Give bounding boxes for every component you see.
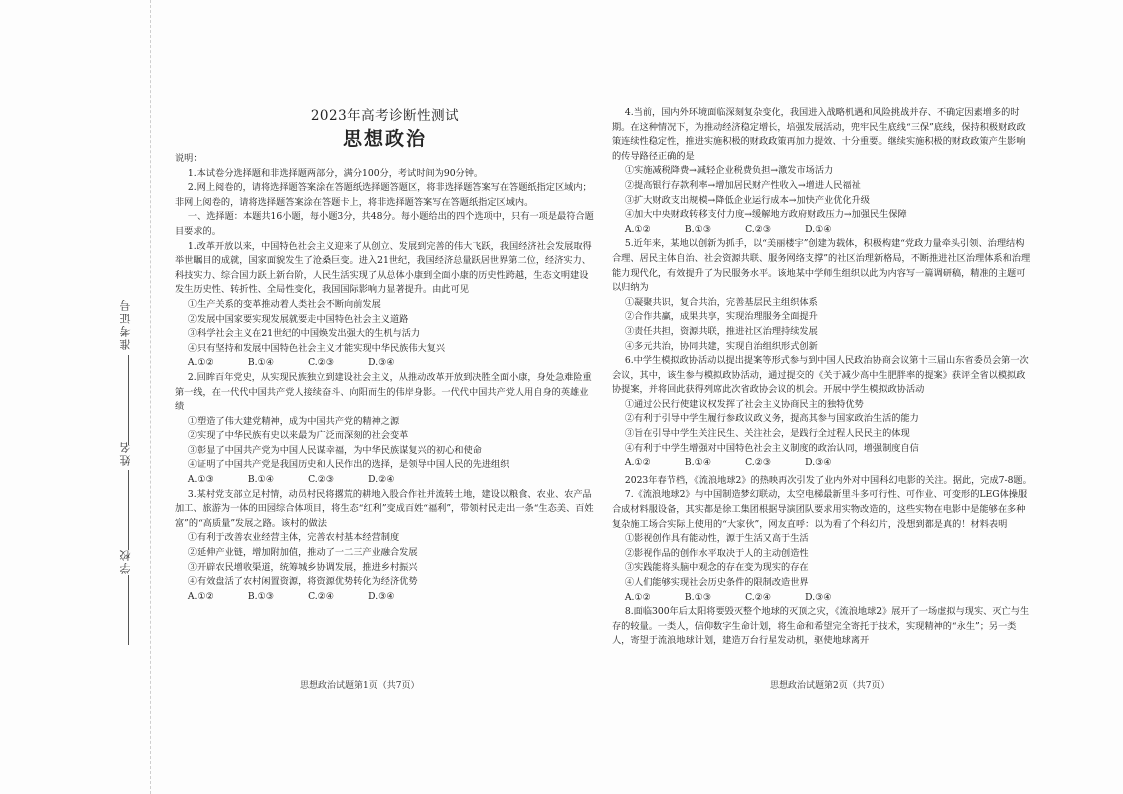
- q1-option-2: ②发展中国家要实现发展就要走中国特色社会主义道路: [187, 313, 409, 325]
- q1-option-4: ④只有坚持和发展中国特色社会主义才能实现中华民族伟大复兴: [187, 342, 446, 354]
- q6-choice-d: D.③④: [805, 457, 832, 469]
- q3-option-3: ③开辟农民增收渠道，统筹城乡协调发展，推进乡村振兴: [187, 561, 418, 573]
- q7-choices: [612, 591, 1032, 606]
- left-page-footer: 思想政治试题第1页（共7页）: [300, 681, 420, 691]
- q6-option-1: ①通过公民行使建议权发挥了社会主义协商民主的独特优势: [624, 398, 864, 410]
- exam-title: 2023年高考诊断性测试: [310, 108, 460, 124]
- question-8: 8.面临300年后太阳将要毁灭整个地球的灭顶之灾，《流浪地球2》展开了一场虚拟与现实、灭亡与生存的较量。一类人，信仰数字生命计划，将生命和希望完全寄托于技术，实现精神的“永生”；另一类人，寄望于流浪地球计划，建造万台行星发动机，驱使地球离开: [612, 606, 1030, 647]
- q7-choice-b: B.①③: [684, 591, 712, 603]
- q4-choice-b: B.①③: [684, 223, 712, 235]
- subject-title: 思想政治: [342, 128, 427, 150]
- q4-option-1: ①实施减税降费→减轻企业税费负担→激发市场活力: [624, 165, 834, 177]
- q3-option-2: ②延伸产业链，增加附加值，推动了一二三产业融合发展: [187, 547, 418, 559]
- q3-option-4: ④有效盘活了农村闲置资源，将资源优势转化为经济优势: [187, 576, 418, 588]
- q1-option-3: ③科学社会主义在21世纪的中国焕发出强大的生机与活力: [187, 328, 421, 340]
- name-label: 姓名: [119, 440, 132, 466]
- q1-choice-a: A.①②: [187, 357, 214, 369]
- q3-option-1: ①有利于改善农业经营主体，完善农村基本经营制度: [187, 532, 400, 544]
- q4-choice-a: A.①②: [624, 223, 651, 235]
- q6-option-4: ④有利于中学生增强对中国特色社会主义制度的政治认同，增强制度自信: [624, 442, 919, 454]
- q2-option-2: ②实现了中华民族有史以来最为广泛而深刻的社会变革: [187, 430, 409, 442]
- q4-choices: [612, 223, 1032, 238]
- q2-choices: [175, 473, 595, 488]
- q6-choice-b: B.①④: [684, 457, 712, 469]
- q2-option-1: ①塑造了伟大建党精神，成为中国共产党的精神之源: [187, 415, 400, 427]
- q2-option-4: ④证明了中国共产党是我国历史和人民作出的选择，是领导中国人民的先进组织: [187, 459, 510, 471]
- q1-choice-b: B.①④: [247, 357, 275, 369]
- q3-choice-a: A.①②: [187, 590, 214, 602]
- q6-option-3: ③旨在引导中学生关注民生、关注社会，是践行全过程人民民主的体现: [624, 428, 910, 440]
- q3-choice-b: B.①③: [247, 590, 275, 602]
- question-4: 4.当前，国内外环境面临深刻复杂变化，我国进入战略机遇和风险挑战并存、不确定因素增多的时期。在这种情况下，为推动经济稳定增长，培强发展活动，兜牢民生底线“三保”底线，保持积极财政政策连续性稳定性，推进实施积极的财政政策再加力提效、十分重要。继续实施积极的财政政策产生影响的传导路径正确的是: [612, 107, 1026, 162]
- q4-option-4: ④加大中央财政转移支付力度→缓解地方政府财政压力→加强民生保障: [624, 209, 907, 221]
- right-page-footer: 思想政治试题第2页（共7页）: [770, 681, 890, 691]
- q7-option-2: ②影视作品的创作水平取决于人的主动创造性: [624, 547, 809, 559]
- school-line: [128, 575, 129, 645]
- q2-choice-d: D.②④: [368, 474, 395, 486]
- right-page: [612, 106, 1032, 649]
- q1-option-1: ①生产关系的变革推动着人类社会不断向前发展: [187, 298, 381, 310]
- question-2: 2.回眸百年党史，从实现民族独立到建设社会主义，从推动改革开放到决胜全面小康，身处急难险重第一线，在一代代中国共产党人接续奋斗、向阳而生的伟岸身影。一代代中国共产党人用自身的英雄业绩: [175, 371, 592, 413]
- q7-choice-a: A.①②: [624, 591, 651, 603]
- q2-choice-c: C.②③: [308, 474, 335, 486]
- q2-choice-a: A.①③: [187, 474, 214, 486]
- q7-choice-c: C.②④: [745, 591, 772, 603]
- q7-option-4: ④人们能够实现社会历史条件的限制改造世界: [624, 577, 809, 588]
- q6-option-2: ②有利于引导中学生履行参政议政义务，提高其参与国家政治生活的能力: [624, 413, 919, 425]
- q6-choice-a: A.①②: [624, 457, 651, 469]
- question-5: 5.近年来，某地以创新为抓手，以“美丽楼宇”创建为载体，积极构建“党政力量牵头引领、治理结构合理、居民主体自治、社会资源共联、服务网络支撑”的社区治理新格局，不断推进社区治理体系和治理能力现代化，有效提升了为民服务水平。该地某中学师生组织以此为内容写一篇调研稿，精准的主题可以归纳为: [612, 238, 1031, 294]
- q3-choice-d: D.③④: [368, 590, 395, 602]
- q2-choice-b: B.①④: [247, 474, 275, 486]
- q5-option-2: ②合作共赢，成果共享，实现治理服务全面提升: [624, 311, 818, 323]
- question-3: 3.某村党支部立足村情，动员村民将撂荒的耕地入股合作社并流转土地，建设以粮食、农业、农产品加工、旅游为一体的田园综合体项目，将生态“红利”变成百姓“福利”，带领村民走出一条“生态美、百姓富”的“高质量”发展之路。该村的做法: [175, 488, 594, 529]
- q7-option-1: ①影视创作具有能动性，源于生活又高于生活: [624, 533, 809, 545]
- q3-choices: [175, 590, 595, 605]
- exam-number-label: 准考证号: [119, 298, 132, 350]
- q4-choice-c: C.②③: [745, 223, 772, 235]
- instructions-heading: 说明：: [175, 153, 203, 164]
- question-7: 7.《流浪地球2》与中国制造梦幻联动，太空电梯最新里斗多可行性、可作业、可变形的LEG体操服合成材料服设备，其实都是徐工集团根据导演团队要求用实物改造的，这些实物在电影中是能够在多种复杂施工场合实际上使用的“大家伙”，网友直呼：以为看了个科幻片，没想到都是真的！材料表明: [612, 489, 1028, 530]
- q4-choice-d: D.①④: [805, 223, 832, 235]
- school-label: 学校: [119, 548, 132, 574]
- name-line: [128, 470, 129, 550]
- q5-option-3: ③责任共担，资源共联，推进社区治理持续发展: [624, 325, 818, 337]
- q7-option-3: ③实践能将头脑中观念的存在变为现实的存在: [624, 562, 809, 574]
- q1-choice-d: D.③④: [368, 357, 395, 369]
- fold-line: [150, 0, 151, 794]
- q4-option-2: ②提高银行存款利率→增加居民财产性收入→增进人民福祉: [624, 179, 861, 191]
- q6-choice-c: C.②③: [745, 457, 772, 469]
- section-heading: 一、选择题：本题共16小题，每小题3分，共48分。每小题给出的四个选项中，只有一项是最符合题目要求的。: [175, 211, 594, 237]
- material-intro: 2023年春节档，《流浪地球2》的热映再次引发了业内外对中国科幻电影的关注。据此，完成7-8题。: [624, 474, 1032, 486]
- instruction-1: 1.本试卷分选择题和非选择题两部分，满分100分，考试时间为90分钟。: [187, 167, 484, 179]
- q6-choices: [612, 456, 1032, 471]
- q2-option-3: ③彰显了中国共产党为中国人民谋幸福，为中华民族谋复兴的初心和使命: [187, 444, 482, 456]
- q1-choice-c: C.②③: [308, 357, 335, 369]
- question-6: 6.中学生模拟政协活动以提出提案等形式参与到中国人民政治协商会议第十三届山东省委员会第一次会议，其中，该生参与模拟政协活动，通过提交的《关于减少高中生肥胖率的提案》获评全省以模拟政协提案，并将回此获得列席此次省政协会议的机会。开展中学生模拟政协活动: [612, 355, 1029, 396]
- q4-option-3: ③扩大财政支出规模→降低企业运行成本→加快产业优化升级: [624, 194, 870, 206]
- q5-option-4: ④多元共治，协同共建，实现自治组织形式创新: [624, 340, 818, 352]
- instruction-2: 2.网上阅卷的，请将选择题答案涂在答题纸选择题答题区，将非选择题答案写在答题纸指定区域内；非网上阅卷的，请将选择题答案涂在答题卡上，将非选择题答案写在答题纸指定区域内。: [175, 182, 592, 208]
- q3-choice-c: C.②④: [308, 590, 335, 602]
- q7-choice-d: D.③④: [805, 591, 832, 603]
- exam-number-line: [128, 355, 129, 445]
- q1-choices: [175, 356, 595, 371]
- left-page: [175, 106, 595, 604]
- question-1: 1.改革开放以来，中国特色社会主义迎来了从创立、发展到完善的伟大飞跃，我国经济社会发展取得举世瞩目的成就，国家面貌发生了沧桑巨变。进入21世纪，我国经济总量跃居世界第二位，经济实力、科技实力、综合国力跃上新台阶，人民生活实现了从总体小康到全面小康的历史性跨越，生态文明建设发生历史性、转折性、全局性变化，我国国际影响力显著提升。由此可见: [175, 240, 592, 296]
- q5-option-1: ①凝聚共识，复合共治，完善基层民主组织体系: [624, 296, 818, 308]
